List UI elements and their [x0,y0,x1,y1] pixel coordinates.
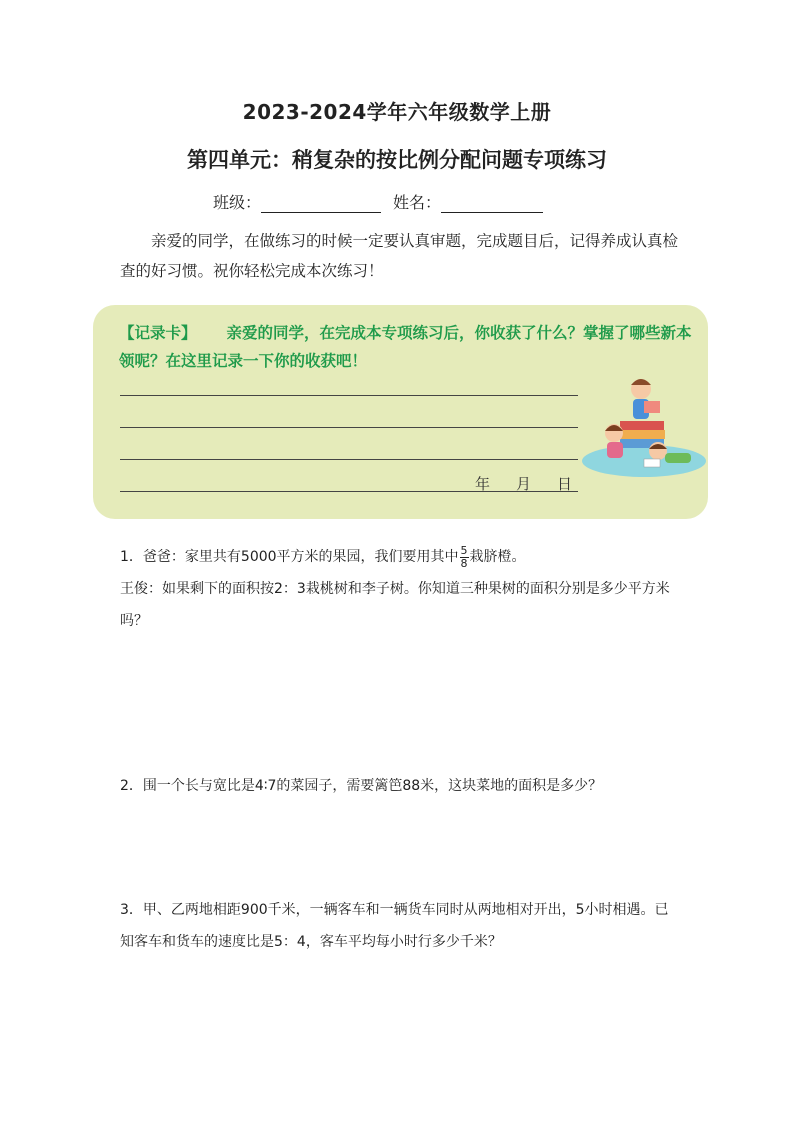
date-month: 月 [516,475,532,493]
class-blank[interactable] [261,194,381,213]
student-info-row [213,190,543,213]
class-label: 班级： [213,193,262,212]
name-label: 姓名： [393,193,442,212]
record-card-prompt: 亲爱的同学，在完成本专项练习后，你收获了什么？掌握了哪些新本领呢？在这里记录一下你的收获吧！ [119,324,692,370]
record-card-text [119,319,699,375]
date-year: 年 [475,475,491,493]
document-title: 2023-2024学年六年级数学上册 [242,100,552,124]
record-line-1[interactable] [120,395,578,396]
date-day: 日 [557,475,573,493]
record-card-tag: 【记录卡】 [119,324,197,342]
record-line-3[interactable] [120,459,578,460]
question-3: 3．甲、乙两地相距900千米，一辆客车和一辆货车同时从两地相对开出，5小时相遇。已知客车和货车的速度比是5：4，客车平均每小时行多少千米？ [120,902,669,950]
book [644,459,660,467]
question-1-line-1: 1．爸爸：家里共有5000平方米的果园，我们要用其中 $\frac{5}{8}$ 栽脐橙。 [120,543,526,570]
fraction: $\frac{5}{8}$ [460,543,468,570]
document-subtitle: 第四单元：稍复杂的按比例分配问题专项练习 [187,148,607,172]
record-date [475,473,572,494]
question-1 [120,541,680,637]
book [644,401,660,413]
question-2: 2．围一个长与宽比是4∶7的菜园子，需要篱笆88米，这块菜地的面积是多少？ [120,778,603,794]
children-reading-books-illustration [580,371,708,481]
name-blank[interactable] [441,194,543,213]
question-1-line-2: 王俊：如果剩下的面积按2：3栽桃树和李子树。你知道三种果树的面积分别是多少平方米吗？ [120,581,670,629]
record-line-2[interactable] [120,427,578,428]
record-card [93,305,708,519]
intro-paragraph: 亲爱的同学，在做练习的时候一定要认真审题，完成题目后，记得养成认真检查的好习惯。祝你轻松完成本次练习！ [120,232,679,280]
